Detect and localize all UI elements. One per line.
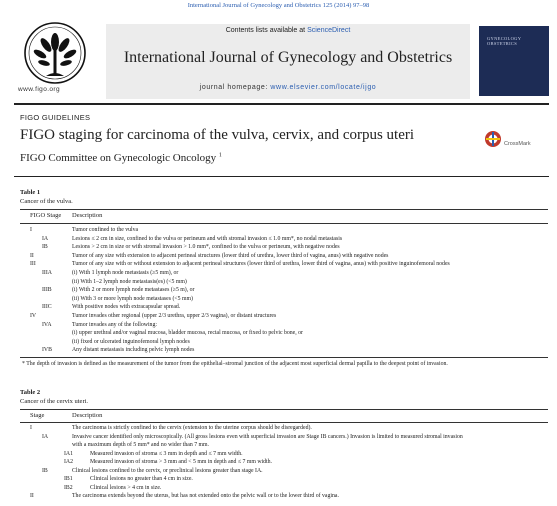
title-divider <box>14 176 549 177</box>
table1-row-stage: IV <box>30 313 37 319</box>
table2-row-description: Invasive cancer identified only microscopically. (All gross lesions even with superficial invasion are Stage IB cancers.) Invasion is limited to measured stromal invasion <box>72 433 463 440</box>
figo-url[interactable]: www.figo.org <box>18 86 61 93</box>
table2-header-stage: Stage <box>30 412 45 419</box>
header-divider <box>14 103 549 105</box>
table1-row-description: (i) With 2 or more lymph node metastases (≥5 m), or <box>72 287 195 294</box>
contents-line <box>106 27 470 34</box>
table2-row-stage: IA <box>42 433 49 440</box>
authors-text: FIGO Committee on Gynecologic Oncology <box>20 152 217 164</box>
table1-row-description: (i) upper urethral and/or vaginal mucosa, bladder mucosa, rectal mucosa, or fixed to pelvic bone, or <box>72 330 303 337</box>
article-authors <box>20 152 222 164</box>
journal-cover-thumbnail[interactable] <box>479 26 549 96</box>
homepage-line <box>106 84 470 91</box>
table1-row-description: Tumor confined to the vulva <box>72 227 139 233</box>
table1-row-description: Tumor of any size with or without extension to adjacent perineal structures (lower third of urethra, lower third of vagina, anus) with positive inguinofemoral nodes <box>72 261 450 268</box>
table1-header-rule <box>20 223 548 224</box>
table1-row-stage: IVA <box>42 321 52 328</box>
table2-row-stage: IB <box>42 467 48 474</box>
homepage-link[interactable]: www.elsevier.com/locate/ijgo <box>270 84 377 91</box>
table1-row-description: Tumor of any size with extension to adjacent perineal structures (lower third of urethra, lower third of vagina, anus) with negative nodes <box>72 252 389 259</box>
cover-title: GYNECOLOGY OBSTETRICS <box>487 36 522 46</box>
table1-title: Table 1 <box>20 189 41 196</box>
table1-row-description: (i) With 1 lymph node metastasis (≥5 mm), or <box>72 270 179 276</box>
table1-row-description: Tumor invades any of the following: <box>72 321 157 328</box>
table2-row-description: The carcinoma extends beyond the uterus, but has not extended onto the pelvic wall or to the lower third of vagina. <box>72 493 339 499</box>
table1-row-stage: IIIB <box>42 287 52 294</box>
table2-row-description: The carcinoma is strictly confined to the cervix (extension to the uterine corpus should be disregarded). <box>72 425 312 431</box>
table1-caption: Cancer of the vulva. <box>20 198 73 205</box>
table2-caption: Cancer of the cervix uteri. <box>20 398 89 405</box>
table1-row-stage: IIIA <box>42 270 52 276</box>
homepage-prefix: journal homepage: <box>199 84 268 91</box>
table2-row-stage: II <box>30 493 34 499</box>
table1-row-description: (ii) fixed or ulcerated inguinofemoral lymph nodes <box>72 338 190 345</box>
table1-bottom-rule <box>20 357 548 358</box>
table2-row-description: Measured invasion of stroma ≤ 3 mm in depth and ≤ 7 mm width. <box>90 450 243 457</box>
table1-row-description: With positive nodes with extracapsular spread. <box>72 304 181 311</box>
table2-header-description: Description <box>72 412 103 419</box>
table1-row-stage: IA <box>42 235 49 242</box>
section-label: FIGO GUIDELINES <box>20 113 91 122</box>
table2-title: Table 2 <box>20 389 41 396</box>
table1-header-description: Description <box>72 212 103 219</box>
table1-row-stage: IVB <box>42 347 52 354</box>
table1-row-stage: I <box>30 227 32 233</box>
table1-top-rule <box>20 209 548 210</box>
table1-row-description: (ii) With 1–2 lymph node metastasis(es) (<5 mm) <box>72 278 187 285</box>
table1-row-description: (ii) With 3 or more lymph node metastases (<5 mm) <box>72 295 193 302</box>
table1-row-stage: IB <box>42 244 48 251</box>
table1-row-stage: III <box>30 261 36 268</box>
figo-tree-icon <box>14 20 96 86</box>
table1-row-description: Lesions > 2 cm in size or with stromal invasion > 1.0 mm*, confined to the vulva or perineum, with negative nodes <box>72 244 340 251</box>
table2-row-description: with a maximum depth of 5 mm* and no wider than 7 mm. <box>72 442 210 448</box>
article-title: FIGO staging for carcinoma of the vulva, cervix, and corpus uteri <box>20 127 415 143</box>
crossmark-icon <box>484 130 502 148</box>
table2-row-description: Clinical lesions > 4 cm in size. <box>90 484 162 491</box>
sciencedirect-link[interactable]: ScienceDirect <box>307 27 351 34</box>
table2-row-stage: IA2 <box>64 459 74 465</box>
table1-footnote: * The depth of invasion is defined as the measurement of the tumor from the epithelial–stromal junction of the adjacent most superficial dermal papilla to the deepest point of invasion. <box>22 361 448 367</box>
table2-top-rule <box>20 409 548 410</box>
table2-row-stage: I <box>30 425 32 431</box>
table1-row-description: Lesions ≤ 2 cm in size, confined to the vulva or perineum and with stromal invasion ≤ 1.0 mm*, no nodal metastasis <box>72 235 343 242</box>
contents-prefix: Contents lists available at <box>225 27 306 34</box>
author-footnote-mark[interactable]: 1 <box>218 152 222 159</box>
table2-row-description: Measured invasion of stroma > 3 mm and < 5 mm in depth and ≤ 7 mm width. <box>90 459 272 465</box>
table1-row-stage: II <box>30 252 34 259</box>
table1-row-stage: IIIC <box>42 304 52 311</box>
journal-citation[interactable]: International Journal of Gynecology and Obstetrics 125 (2014) 97–98 <box>187 2 370 9</box>
table2-row-stage: IA1 <box>64 450 74 457</box>
crossmark-label: CrossMark <box>504 141 531 147</box>
table2-row-description: Clinical lesions no greater than 4 cm in size. <box>90 476 193 482</box>
table1-row-description: Tumor invades other regional (upper 2/3 urethra, upper 2/3 vagina), or distant structures <box>72 313 277 319</box>
table2-row-description: Clinical lesions confined to the cervix, or preclinical lesions greater than stage IA. <box>72 467 263 474</box>
table1-header-stage: FIGO Stage <box>30 212 62 219</box>
table1-row-description: Any distant metastasis including pelvic lymph nodes <box>72 347 195 354</box>
table2-row-stage: IB2 <box>64 484 73 491</box>
table2-header-rule <box>20 422 548 423</box>
journal-name: International Journal of Gynecology and Obstetrics <box>123 49 453 66</box>
table2-row-stage: IB1 <box>64 476 73 482</box>
